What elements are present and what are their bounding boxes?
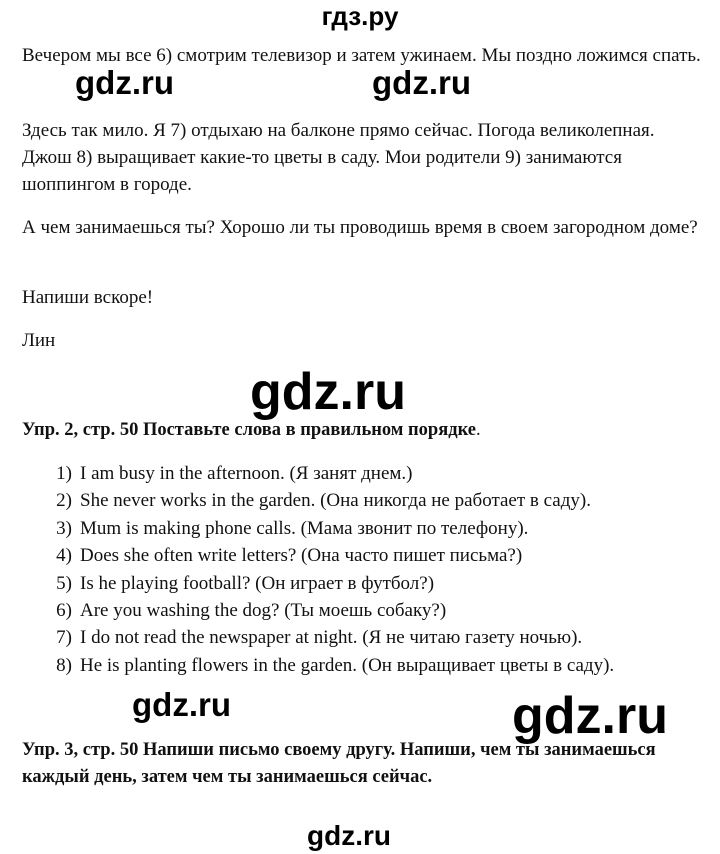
answer-text: Mum is making phone calls. (Мама звонит по телефону). bbox=[80, 517, 529, 539]
watermark: gdz.ru bbox=[132, 686, 231, 723]
list-item bbox=[22, 515, 614, 542]
watermark: gdz.ru bbox=[307, 820, 391, 851]
letter-paragraph-3: А чем занимаешься ты? Хорошо ли ты проводишь время в своем загородном доме? bbox=[22, 217, 698, 238]
exercise-2-heading-text: Упр. 2, стр. 50 Поставьте слова в правильном порядке bbox=[22, 420, 476, 440]
exercise-2-heading-period: . bbox=[475, 420, 481, 440]
answer-number: 3) bbox=[56, 517, 72, 539]
list-item bbox=[22, 487, 614, 514]
watermark: gdz.ru bbox=[372, 64, 471, 101]
answer-text: I do not read the newspaper at night. (Я не читаю газету ночью). bbox=[80, 627, 583, 649]
list-item bbox=[22, 542, 614, 569]
exercise-2-heading bbox=[22, 417, 712, 444]
exercise-3-heading: Упр. 3, стр. 50 Напиши письмо своему другу. Напиши, чем ты занимаешься каждый день, затем чем ты занимаешься сейчас. bbox=[22, 740, 656, 787]
letter-paragraph-2: Здесь так мило. Я 7) отдыхаю на балконе прямо сейчас. Погода великолепная. Джош 8) выращивает какие-то цветы в саду. Мои родители 9) занимаются шоппингом в городе. bbox=[22, 120, 655, 195]
answer-number: 8) bbox=[56, 654, 72, 676]
list-item bbox=[22, 624, 614, 651]
answer-number: 5) bbox=[56, 572, 72, 594]
watermark: gdz.ru bbox=[250, 363, 406, 421]
answer-text: Does she often write letters? (Она часто пишет письма?) bbox=[80, 545, 523, 567]
answer-text: She never works in the garden. (Она никогда не работает в саду). bbox=[80, 490, 591, 512]
list-item bbox=[22, 460, 614, 487]
list-item bbox=[22, 652, 614, 679]
list-item bbox=[22, 597, 614, 624]
answer-text: Is he playing football? (Он играет в футбол?) bbox=[80, 572, 435, 594]
answer-text: Are you washing the dog? (Ты моешь собаку?) bbox=[80, 600, 447, 622]
watermark: gdz.ru bbox=[75, 64, 174, 101]
answer-number: 1) bbox=[56, 463, 72, 484]
letter-paragraph-1: Вечером мы все 6) смотрим телевизор и затем ужинаем. Мы поздно ложимся спать. bbox=[22, 45, 701, 66]
letter-closing: Напиши вскоре! bbox=[22, 287, 154, 308]
letter-signature: Лин bbox=[22, 330, 56, 351]
answer-number: 4) bbox=[56, 545, 72, 567]
list-item bbox=[22, 570, 614, 597]
exercise-2-answer-list bbox=[22, 460, 614, 679]
answer-number: 7) bbox=[56, 627, 72, 649]
answer-text: I am busy in the afternoon. (Я занят днем.) bbox=[80, 463, 413, 484]
answer-number: 6) bbox=[56, 600, 72, 622]
answer-number: 2) bbox=[56, 490, 72, 512]
answer-text: He is planting flowers in the garden. (Он выращивает цветы в саду). bbox=[80, 654, 615, 676]
watermark: gdz.ru bbox=[512, 687, 668, 745]
site-header: гдз.ру bbox=[321, 1, 399, 31]
